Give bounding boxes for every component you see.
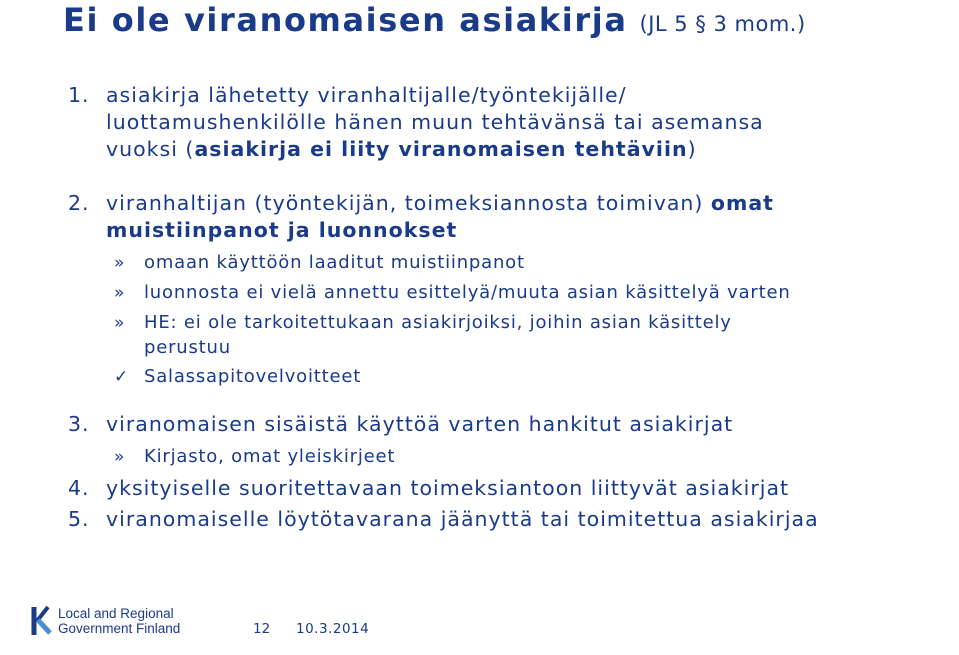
list-item-3 [68,411,733,438]
sub-item [114,364,361,390]
item-number: 2. [68,191,90,215]
title-main: Ei ole viranomaisen asiakirja [63,1,628,39]
check-icon: ✓ [114,367,130,387]
sub-item-text: luonnosta ei vielä annettu esittelyä/muuta asian käsittelyä varten [144,282,791,303]
list-item-2 [68,190,774,217]
bullet-marker: » [114,253,126,273]
sub-item-text: HE: ei ole tarkoitettukaan asiakirjoiksi, joihin asian käsittely [144,312,732,333]
sub-item-text: omaan käyttöön laaditut muistiinpanot [144,252,525,273]
item-number: 4. [68,476,90,500]
sub-item [114,280,791,306]
item-number: 3. [68,412,90,436]
title-reference: (JL 5 § 3 mom.) [639,12,806,36]
item-1-line-3-bold: asiakirja ei liity viranomaisen tehtäviin [194,137,688,161]
sub-item [114,444,395,470]
footer-date: 10.3.2014 [296,621,370,637]
list-item-1 [68,82,627,109]
item-text: viranhaltijan (työntekijän, toimeksiannosta toimivan) [106,191,711,215]
item-1-line-3-end: ) [687,137,697,161]
sub-item-continuation: perustuu [144,337,231,358]
item-text-bold: omat [710,191,774,215]
item-text: asiakirja lähetetty viranhaltijalle/työntekijälle/ [106,83,627,107]
logo-line-2: Government Finland [58,621,181,636]
item-text: viranomaisen sisäistä käyttöä varten hankitut asiakirjat [106,412,734,436]
bullet-marker: » [114,447,126,467]
list-item-5 [68,506,819,533]
sub-item-text: Kirjasto, omat yleiskirjeet [144,446,396,467]
bullet-marker: » [114,283,126,303]
item-1-line-3-plain: vuoksi ( [106,137,195,161]
item-1-line-2: luottamushenkilölle hänen muun tehtävänsä tai asemansa [106,110,764,134]
item-number: 5. [68,507,90,531]
sub-item [114,250,525,276]
list-item-4 [68,475,789,502]
item-2-line-2: muistiinpanot ja luonnokset [106,218,458,242]
slide-title [63,0,806,44]
item-text: yksityiselle suoritettavaan toimeksiantoon liittyvät asiakirjat [106,476,790,500]
logo-text [58,606,180,636]
sub-item-text: Salassapitovelvoitteet [144,366,362,387]
item-text: viranomaiselle löytötavarana jäänyttä tai toimitettua asiakirjaa [106,507,819,531]
item-1-line-3 [106,136,697,163]
sub-item [114,310,732,336]
logo-line-1: Local and Regional [58,606,174,621]
page-number: 12 [253,621,271,637]
item-number: 1. [68,83,90,107]
bullet-marker: » [114,313,126,333]
